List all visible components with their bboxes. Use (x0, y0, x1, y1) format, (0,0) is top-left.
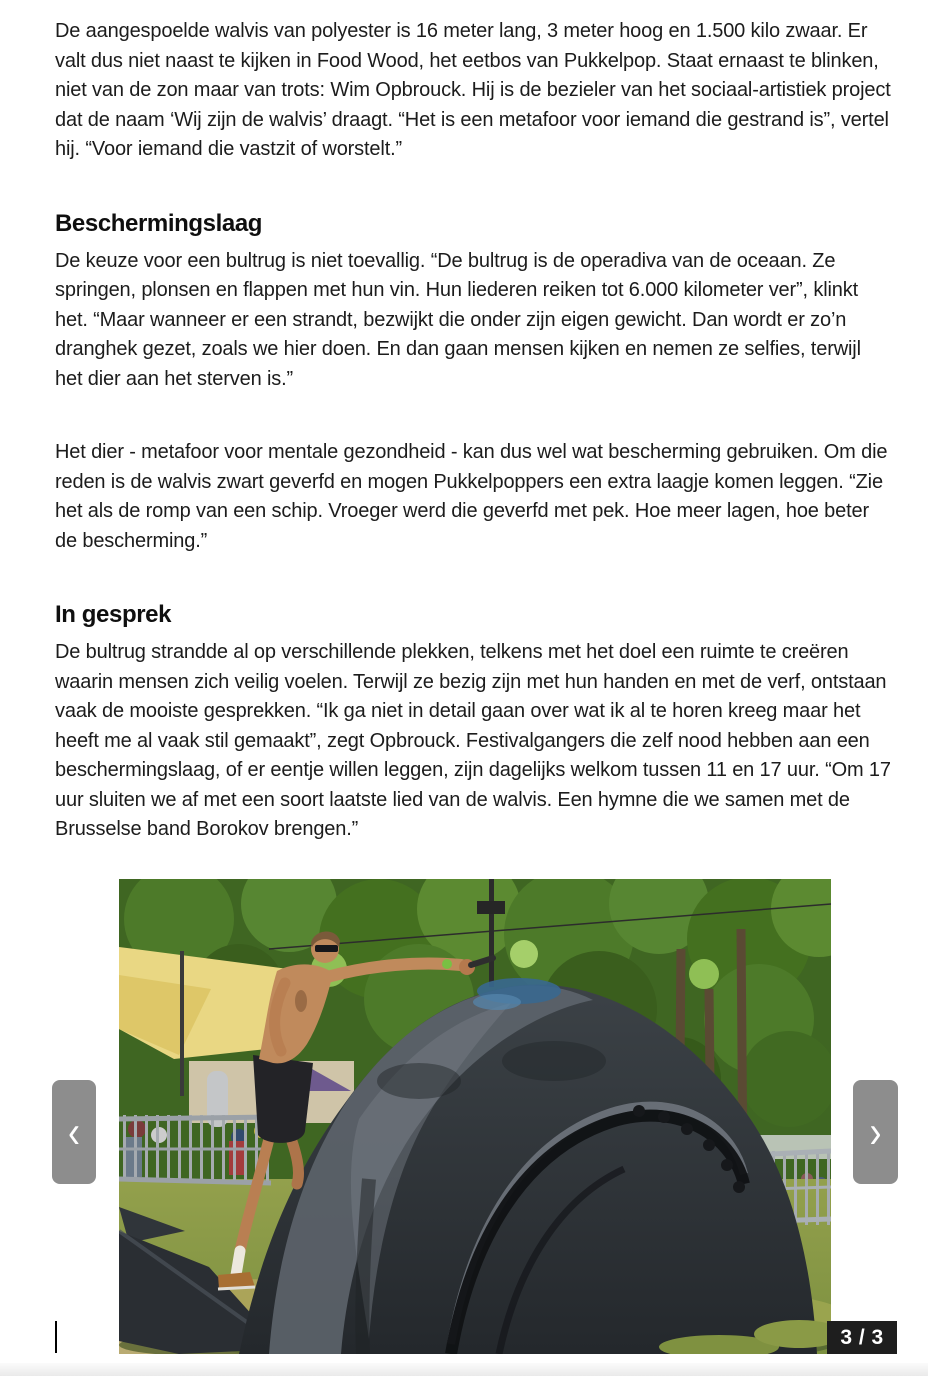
chevron-left-icon: ‹ (68, 1105, 80, 1157)
section-heading-in-gesprek: In gesprek (55, 601, 172, 628)
carousel-next-button[interactable] (853, 1080, 898, 1184)
paragraph-intro: De aangespoelde walvis van polyester is 16 meter lang, 3 meter hoog en 1.500 kilo zwaar. Er valt dus niet naast te kijken in Food Wood, het eetbos van Pukkelpop. Staat ernaast te blinken, niet van de zon maar van trots: Wim Opbrouck. Hij is de bezieler van het sociaal-artistiek project dat de naam ‘Wij zijn de walvis’ draagt. “Het is een metafoor voor iemand die gestrand is”, vertel hij. “Voor iemand die vastzit of worstelt.” (55, 20, 891, 160)
caret-line (55, 1321, 57, 1353)
paragraph: De keuze voor een bultrug is niet toevallig. “De bultrug is de operadiva van de oceaan. Ze springen, plonsen en flappen met hun vin. Hun liederen reiken tot 6.000 kilometer ver”, klinkt het. “Maar wanneer er een strandt, bezwijkt die onder zijn eigen gewicht. Dan wordt er zo’n dranghek gezet, zoals we hier doen. En dan gaan mensen kijken en nemen ze selfies, terwijl het dier aan het sterven is.” (55, 249, 861, 390)
bottom-shadow-gradient (0, 1363, 928, 1376)
paragraph: Het dier - metafoor voor mentale gezondheid - kan dus wel wat bescherming gebruiken. Om die reden is de walvis zwart geverfd en mogen Pukkelpoppers een extra laagje komen leggen. “Zie het als de romp van een schip. Vroeger werd die geverfd met pek. Hoe meer lagen, hoe beter de bescherming.” (55, 441, 888, 552)
slide-counter-badge: 3 / 3 (827, 1321, 897, 1354)
article-photo (119, 879, 831, 1354)
crowd-barrier-left (119, 1115, 271, 1183)
tattoo (295, 990, 307, 1012)
chevron-right-icon: › (869, 1105, 882, 1157)
section-heading-beschermingslaag: Beschermingslaag (55, 209, 263, 237)
photo-carousel (0, 879, 928, 1354)
carousel-prev-button[interactable] (52, 1080, 96, 1184)
green-wristband (442, 959, 452, 969)
whale-photo-illustration (119, 879, 831, 1354)
paragraph: De bultrug strandde al op verschillende plekken, telkens met het doel een ruimte te creëren waarin mensen zich veilig voelen. Terwijl ze bezig zijn met hun handen en met de verf, ontstaan vaak de mooiste gesprekken. “Ik ga niet in detail gaan over wat ik al te horen kreeg maar het heeft me al vaak stil gemaakt”, zegt Opbrouck. Festivalgangers die zelf nood hebben aan een beschermingslaag, of er eentje willen leggen, zijn dagelijks welkom tussen 11 en 17 uur. “Om 17 uur sluiten we af met een soort laatste lied van de walvis. Een hymne die we samen met de Brusselse band Borokov brengen.” (55, 641, 891, 840)
sunglasses (315, 945, 338, 952)
